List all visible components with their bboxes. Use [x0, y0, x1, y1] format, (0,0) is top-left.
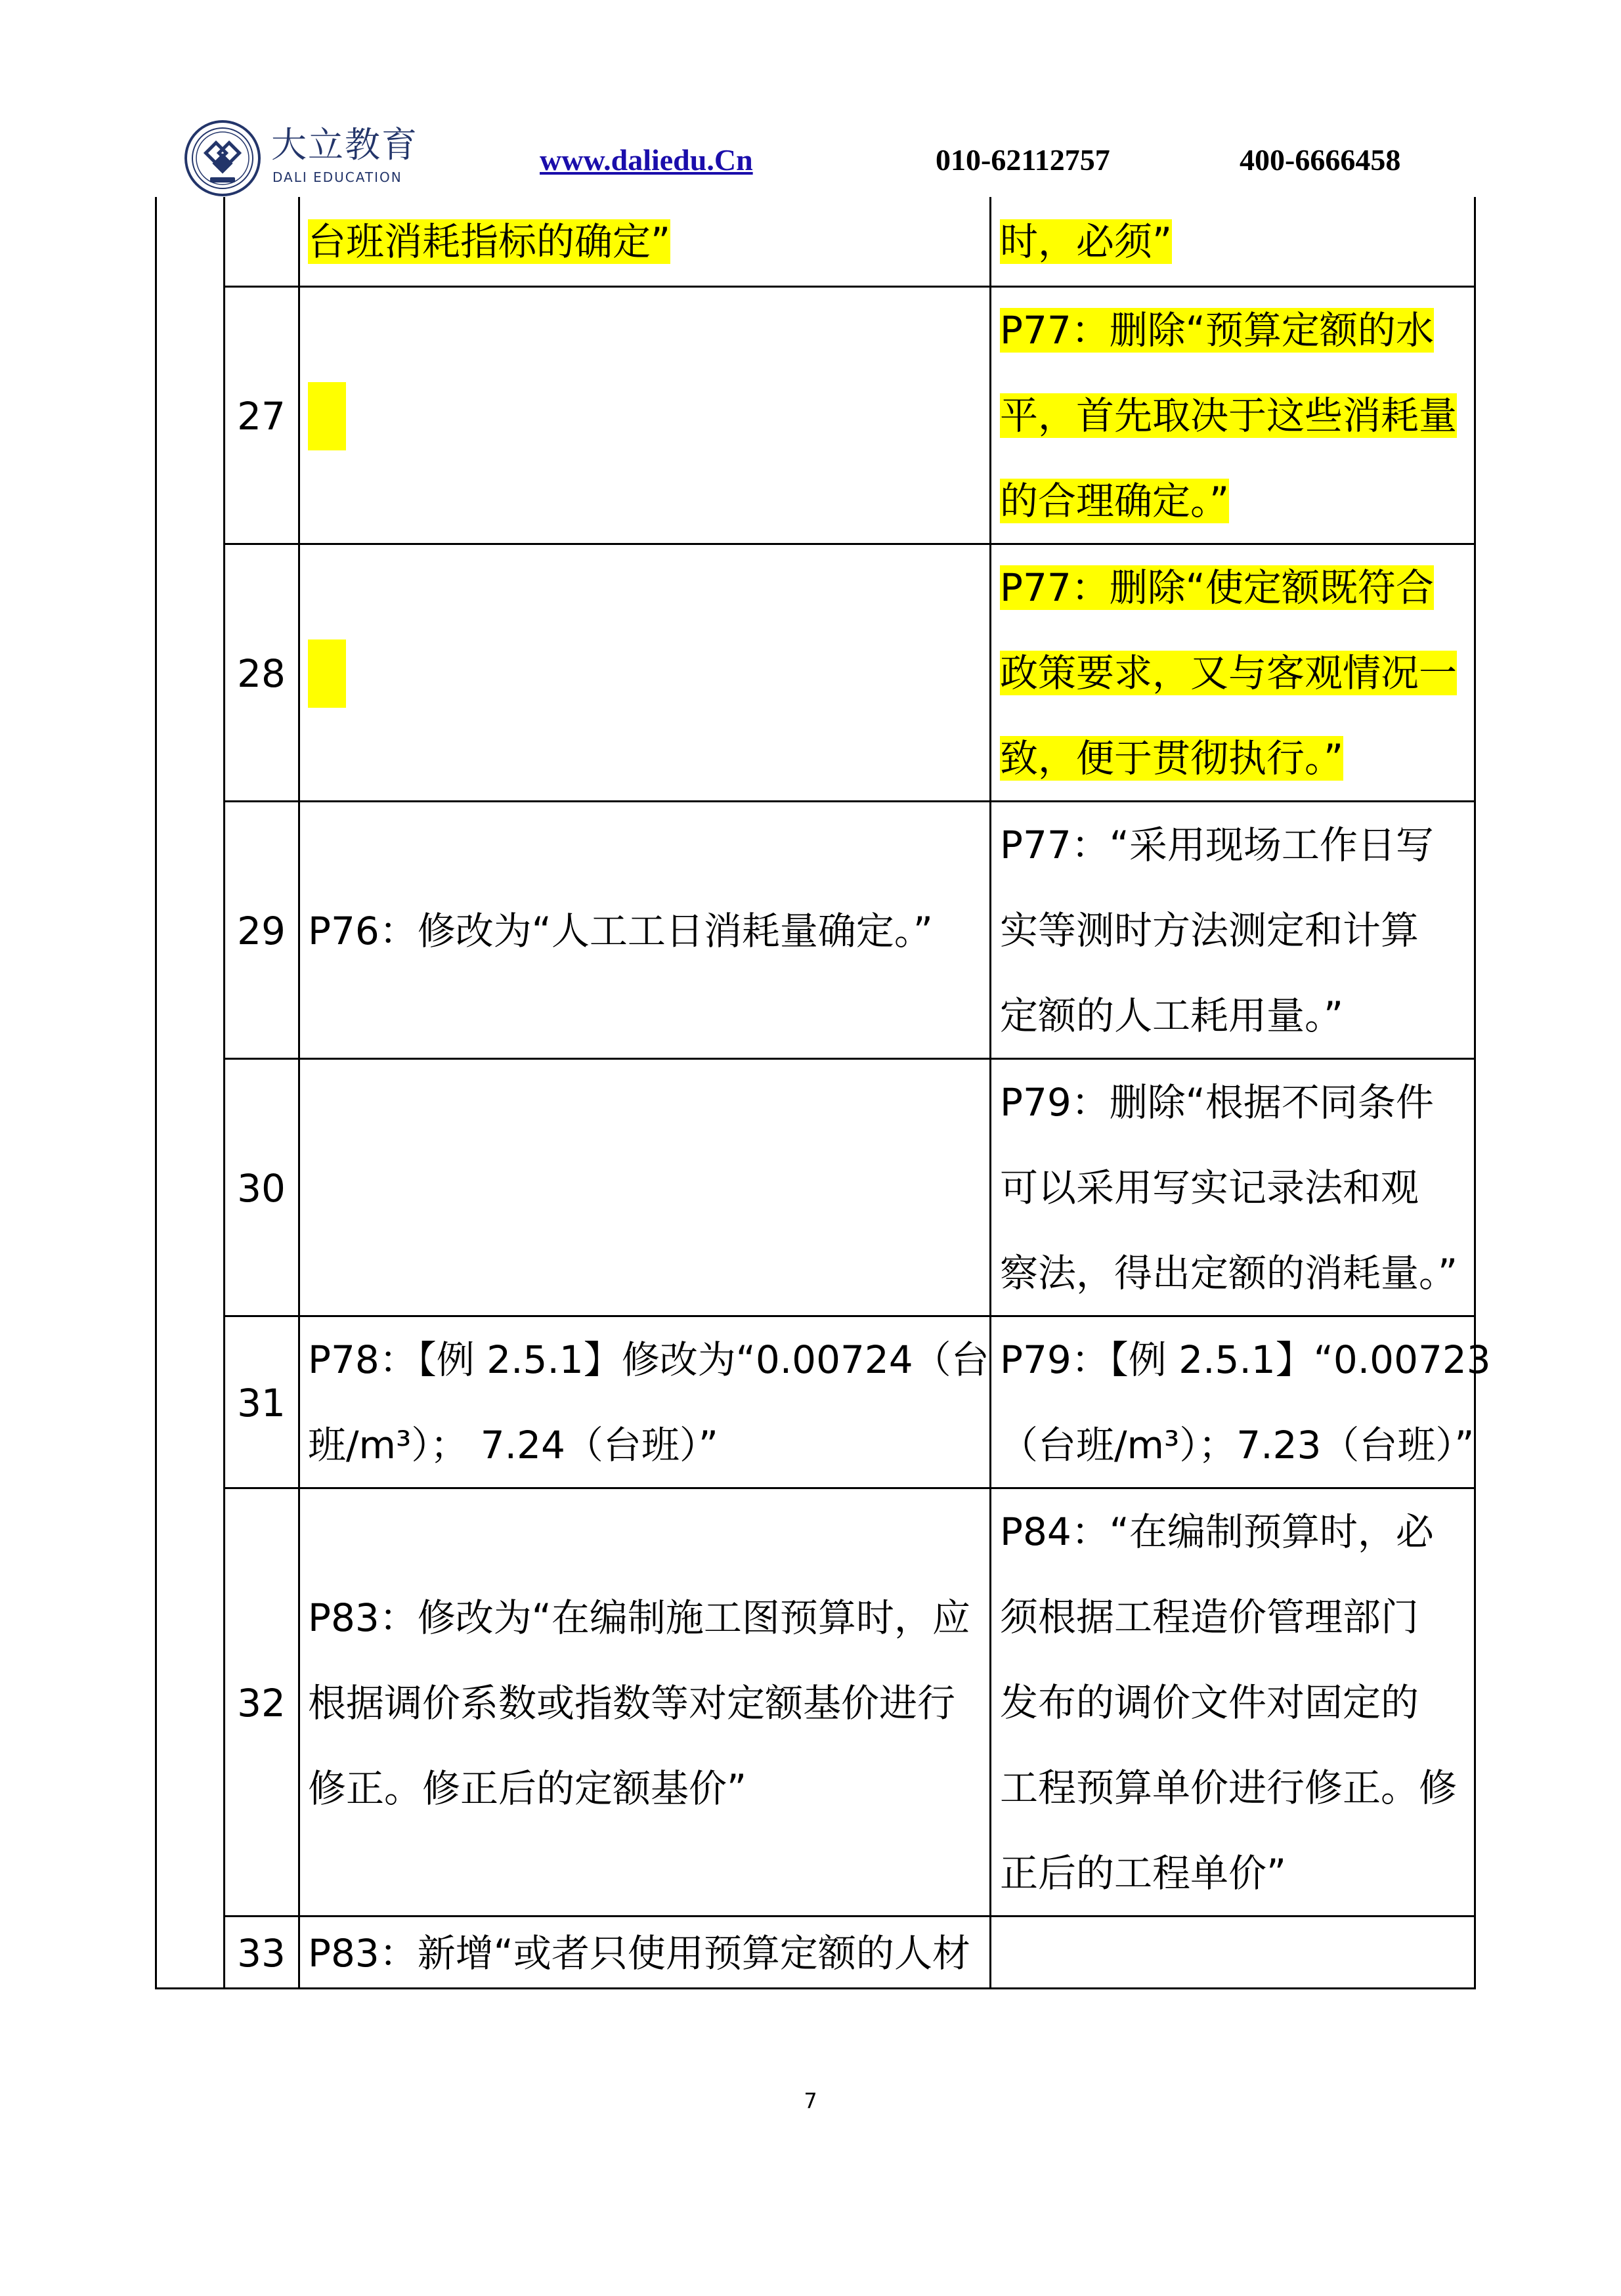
new-text-cell [1000, 1317, 1491, 1489]
highlighted-text: 时，必须” [1000, 219, 1173, 264]
table-row [225, 1915, 1474, 1989]
row-number: 27 [237, 394, 286, 439]
new-text-cell [1000, 802, 1466, 1060]
page-number: 7 [804, 2089, 817, 2113]
row-number: 28 [237, 651, 286, 696]
phone-number-1: 010-62112757 [936, 143, 1110, 177]
highlighted-text: 致，便于贯彻执行。” [1000, 736, 1344, 781]
cell-text: 定额的人工耗用量。” [1000, 993, 1344, 1038]
old-text-cell [308, 802, 984, 1060]
row-number: 30 [237, 1166, 286, 1211]
cell-text: 实等测时方法测定和计算 [1000, 908, 1419, 953]
cell-text: 班/m³）； 7.24（台班）” [308, 1423, 718, 1467]
highlighted-text: P77：删除“使定额既符合 [1000, 565, 1434, 610]
highlighted-text: 平，首先取决于这些消耗量 [1000, 393, 1458, 438]
table-row [225, 800, 1474, 1060]
new-text-cell [1000, 1917, 1466, 1989]
page-header [0, 0, 1621, 197]
new-text-cell [1000, 288, 1466, 545]
cell-text: P84：“在编制预算时，必 [1000, 1509, 1434, 1554]
cell-text: 察法，得出定额的消耗量。” [1000, 1251, 1458, 1295]
cell-text: 可以采用写实记录法和观 [1000, 1165, 1419, 1210]
table-row [225, 1058, 1474, 1317]
cell-text: P77：“采用现场工作日写 [1000, 823, 1434, 867]
cell-text: 正后的工程单价” [1000, 1851, 1287, 1895]
row-number: 29 [237, 909, 286, 953]
cell-text: 修正。修正后的定额基价” [308, 1766, 747, 1811]
highlighted-text: 的合理确定。” [1000, 479, 1230, 523]
old-text-cell [308, 1317, 989, 1489]
cell-text: 须根据工程造价管理部门 [1000, 1595, 1419, 1639]
cell-text: P83：修改为“在编制施工图预算时，应 [308, 1595, 970, 1640]
cell-text: 工程预算单价进行修正。修 [1000, 1765, 1458, 1810]
new-text-cell [1000, 1489, 1466, 1917]
old-text-cell [308, 197, 984, 286]
old-text-cell [308, 288, 984, 545]
cell-text: （台班/m³）；7.23（台班）” [1000, 1423, 1475, 1467]
cell-text: P78：【例 2.5.1】修改为“0.00724（台 [308, 1337, 989, 1382]
row-number [225, 197, 297, 286]
errata-table [155, 197, 1491, 1989]
cell-text: 发布的调价文件对固定的 [1000, 1680, 1419, 1725]
phone-number-2: 400-6666458 [1240, 143, 1401, 177]
highlight-mark [308, 382, 346, 450]
new-text-cell [1000, 545, 1466, 802]
brand-name-en: DALI EDUCATION [272, 169, 402, 185]
table-row [225, 543, 1474, 802]
highlighted-text: 政策要求，又与客观情况一 [1000, 651, 1458, 695]
new-text-cell [1000, 1060, 1466, 1317]
table-row [225, 286, 1474, 545]
dali-logo-icon [184, 119, 261, 197]
old-text-cell [308, 1917, 984, 1989]
brand-name-cn: 大立教育 [271, 124, 418, 165]
table-row [225, 197, 1474, 286]
cell-text: P79：删除“根据不同条件 [1000, 1080, 1434, 1125]
old-text-cell [308, 545, 984, 802]
row-number: 32 [237, 1681, 286, 1725]
old-text-cell [308, 1489, 984, 1917]
old-text-cell [308, 1060, 984, 1317]
highlight-mark [308, 639, 346, 708]
table-row [225, 1315, 1491, 1489]
website-link[interactable]: www.daliedu.Cn [540, 143, 753, 177]
cell-text: 根据调价系数或指数等对定额基价进行 [308, 1681, 956, 1725]
highlighted-text: 台班消耗指标的确定” [308, 219, 671, 264]
cell-text: P83：新增“或者只使用预算定额的人材 [308, 1931, 970, 1976]
cell-text: P76：修改为“人工工日消耗量确定。” [308, 909, 933, 953]
cell-text: P79：【例 2.5.1】“0.00723 [1000, 1337, 1491, 1382]
new-text-cell [1000, 197, 1466, 286]
row-number: 33 [237, 1931, 286, 1976]
row-number: 31 [237, 1381, 286, 1425]
highlighted-text: P77：删除“预算定额的水 [1000, 308, 1434, 353]
table-row [225, 1487, 1474, 1917]
